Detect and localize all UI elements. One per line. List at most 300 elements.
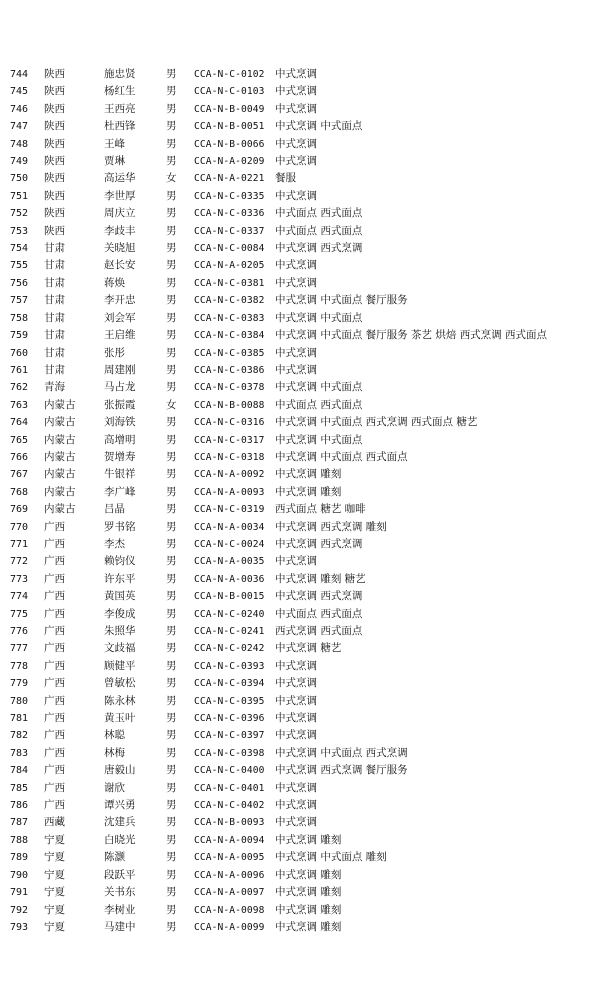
row-number: 775 <box>10 608 29 620</box>
table-row <box>10 466 547 483</box>
sex-cell: 男 <box>166 920 177 933</box>
certificate-number-cell: CCA-N-C-0402 <box>194 800 265 812</box>
row-number: 789 <box>10 852 29 864</box>
person-name-cell: 谭兴勇 <box>104 799 136 812</box>
person-name-cell: 王启维 <box>104 329 136 342</box>
province-cell: 陕西 <box>44 207 65 220</box>
sex-cell: 男 <box>166 886 177 899</box>
province-cell: 广西 <box>44 712 65 725</box>
certificate-number-cell: CCA-N-C-0401 <box>194 782 265 794</box>
skills-cell: 中式烹调 西式烹调 餐厅服务 <box>275 764 408 777</box>
province-cell: 内蒙古 <box>44 485 76 498</box>
row-number: 784 <box>10 765 29 777</box>
table-row <box>10 136 547 153</box>
person-name-cell: 李广峰 <box>104 485 136 498</box>
certificate-number-cell: CCA-N-B-0066 <box>194 138 265 150</box>
certificate-number-cell: CCA-N-C-0382 <box>194 295 265 307</box>
sex-cell: 男 <box>166 572 177 585</box>
person-name-cell: 杨红生 <box>104 85 136 98</box>
row-number: 760 <box>10 347 29 359</box>
province-cell: 陕西 <box>44 120 65 133</box>
province-cell: 内蒙古 <box>44 416 76 429</box>
table-row <box>10 814 547 831</box>
table-row <box>10 553 547 570</box>
skills-cell: 中式烹调 <box>275 729 317 742</box>
skills-cell: 中式烹调 中式面点 西式烹调 西式面点 糖艺 <box>275 416 478 429</box>
certificate-number-cell: CCA-N-A-0093 <box>194 486 265 498</box>
province-cell: 内蒙古 <box>44 433 76 446</box>
person-name-cell: 贾琳 <box>104 155 125 168</box>
skills-cell: 中式烹调 雕刻 糖艺 <box>275 572 366 585</box>
row-number: 744 <box>10 69 29 80</box>
province-cell: 甘肃 <box>44 329 65 342</box>
sex-cell: 男 <box>166 276 177 289</box>
sex-cell: 男 <box>166 694 177 707</box>
skills-cell: 中式面点 西式面点 <box>275 607 363 620</box>
sex-cell: 男 <box>166 799 177 812</box>
certificate-number-cell: CCA-N-A-0205 <box>194 260 265 272</box>
table-row <box>10 501 547 518</box>
sex-cell: 男 <box>166 259 177 272</box>
table-row <box>10 623 547 640</box>
table-row <box>10 275 547 292</box>
skills-cell: 中式烹调 <box>275 85 317 98</box>
table-row <box>10 902 547 919</box>
certificate-number-cell: CCA-N-B-0015 <box>194 591 265 603</box>
skills-cell: 中式烹调 中式面点 餐厅服务 茶艺 烘焙 西式烹调 西式面点 <box>275 329 548 342</box>
sex-cell: 男 <box>166 868 177 881</box>
table-row <box>10 362 547 379</box>
skills-cell: 中式烹调 <box>275 137 317 150</box>
row-number: 786 <box>10 800 29 812</box>
person-name-cell: 李世厚 <box>104 189 136 202</box>
person-name-cell: 谢欣 <box>104 781 125 794</box>
province-cell: 甘肃 <box>44 242 65 255</box>
row-number: 765 <box>10 434 29 446</box>
row-number: 792 <box>10 904 29 916</box>
row-number: 745 <box>10 86 29 98</box>
person-name-cell: 唐毅山 <box>104 764 136 777</box>
row-number: 776 <box>10 626 29 637</box>
table-row <box>10 327 547 344</box>
row-number: 759 <box>10 330 29 342</box>
person-name-cell: 白晓光 <box>104 833 136 846</box>
skills-cell: 中式烹调 <box>275 555 317 568</box>
skills-cell: 中式烹调 雕刻 <box>275 468 342 481</box>
table-row <box>10 432 547 449</box>
person-name-cell: 张彤 <box>104 346 125 359</box>
province-cell: 宁夏 <box>44 886 65 899</box>
table-row <box>10 867 547 884</box>
person-name-cell: 高运华 <box>104 172 136 185</box>
province-cell: 陕西 <box>44 155 65 168</box>
row-number: 750 <box>10 173 29 185</box>
roster-body <box>10 66 547 936</box>
person-name-cell: 罗书铭 <box>104 520 136 533</box>
table-row <box>10 571 547 588</box>
table-row <box>10 780 547 797</box>
person-name-cell: 王峰 <box>104 137 125 150</box>
skills-cell: 中式烹调 西式烹调 雕刻 <box>275 520 387 533</box>
certificate-number-cell: CCA-N-C-0400 <box>194 765 265 777</box>
skills-cell: 中式烹调 雕刻 <box>275 920 342 933</box>
person-name-cell: 刘会军 <box>104 311 136 324</box>
sex-cell: 男 <box>166 677 177 690</box>
province-cell: 陕西 <box>44 172 65 185</box>
province-cell: 广西 <box>44 555 65 568</box>
sex-cell: 男 <box>166 155 177 168</box>
row-number: 780 <box>10 695 29 707</box>
province-cell: 内蒙古 <box>44 450 76 463</box>
person-name-cell: 王西亮 <box>104 102 136 115</box>
province-cell: 广西 <box>44 625 65 637</box>
sex-cell: 男 <box>166 607 177 620</box>
certificate-number-cell: CCA-N-C-0393 <box>194 660 265 672</box>
province-cell: 甘肃 <box>44 346 65 359</box>
certificate-number-cell: CCA-N-C-0102 <box>194 69 265 80</box>
person-name-cell: 马占龙 <box>104 381 136 394</box>
person-name-cell: 曾敏松 <box>104 677 136 690</box>
sex-cell: 男 <box>166 468 177 481</box>
sex-cell: 男 <box>166 659 177 672</box>
row-number: 788 <box>10 834 29 846</box>
row-number: 757 <box>10 295 29 307</box>
province-cell: 广西 <box>44 694 65 707</box>
skills-cell: 中式烹调 <box>275 102 317 115</box>
table-row <box>10 675 547 692</box>
certificate-number-cell: CCA-N-B-0049 <box>194 103 265 115</box>
province-cell: 宁夏 <box>44 903 65 916</box>
row-number: 769 <box>10 504 29 516</box>
certificate-number-cell: CCA-N-A-0099 <box>194 921 265 933</box>
person-name-cell: 黄国英 <box>104 590 136 603</box>
skills-cell: 中式烹调 <box>275 694 317 707</box>
table-row <box>10 310 547 327</box>
table-row <box>10 292 547 309</box>
table-row <box>10 710 547 727</box>
province-cell: 广西 <box>44 659 65 672</box>
table-row <box>10 345 547 362</box>
sex-cell: 男 <box>166 68 177 80</box>
person-name-cell: 李歧丰 <box>104 224 136 237</box>
skills-cell: 西式面点 糖艺 咖啡 <box>275 503 366 516</box>
row-number: 771 <box>10 538 29 550</box>
table-row <box>10 519 547 536</box>
table-row <box>10 205 547 222</box>
sex-cell: 男 <box>166 537 177 550</box>
certificate-number-cell: CCA-N-C-0084 <box>194 243 265 255</box>
person-name-cell: 文歧福 <box>104 642 136 655</box>
table-row <box>10 919 547 936</box>
row-number: 748 <box>10 138 29 150</box>
row-number: 791 <box>10 887 29 899</box>
sex-cell: 男 <box>166 712 177 725</box>
person-name-cell: 赖钧仪 <box>104 555 136 568</box>
certificate-number-cell: CCA-N-C-0319 <box>194 504 265 516</box>
table-row <box>10 606 547 623</box>
table-row <box>10 153 547 170</box>
province-cell: 广西 <box>44 746 65 759</box>
person-name-cell: 陈灏 <box>104 851 125 864</box>
province-cell: 宁夏 <box>44 833 65 846</box>
certificate-number-cell: CCA-N-C-0241 <box>194 626 265 637</box>
province-cell: 广西 <box>44 642 65 655</box>
row-number: 773 <box>10 573 29 585</box>
province-cell: 宁夏 <box>44 920 65 933</box>
row-number: 751 <box>10 190 29 202</box>
province-cell: 内蒙古 <box>44 468 76 481</box>
table-row <box>10 536 547 553</box>
sex-cell: 男 <box>166 781 177 794</box>
skills-cell: 中式烹调 中式面点 西式烹调 <box>275 746 408 759</box>
sex-cell: 男 <box>166 311 177 324</box>
sex-cell: 男 <box>166 189 177 202</box>
table-row <box>10 693 547 710</box>
sex-cell: 男 <box>166 485 177 498</box>
skills-cell: 中式烹调 糖艺 <box>275 642 342 655</box>
person-name-cell: 周建刚 <box>104 363 136 376</box>
table-row <box>10 240 547 257</box>
sex-cell: 男 <box>166 137 177 150</box>
province-cell: 宁夏 <box>44 868 65 881</box>
skills-cell: 中式面点 西式面点 <box>275 207 363 220</box>
person-name-cell: 高增明 <box>104 433 136 446</box>
table-row <box>10 884 547 901</box>
sex-cell: 男 <box>166 242 177 255</box>
skills-cell: 中式烹调 <box>275 799 317 812</box>
sex-cell: 男 <box>166 746 177 759</box>
row-number: 755 <box>10 260 29 272</box>
person-name-cell: 段跃平 <box>104 868 136 881</box>
certificate-number-cell: CCA-N-A-0096 <box>194 869 265 881</box>
table-row <box>10 257 547 274</box>
province-cell: 广西 <box>44 572 65 585</box>
sex-cell: 男 <box>166 120 177 133</box>
table-row <box>10 188 547 205</box>
certificate-number-cell: CCA-N-C-0378 <box>194 382 265 394</box>
row-number: 767 <box>10 469 29 481</box>
skills-cell: 中式烹调 中式面点 <box>275 120 363 133</box>
row-number: 747 <box>10 121 29 133</box>
table-row <box>10 66 547 83</box>
person-name-cell: 林梅 <box>104 746 125 759</box>
certification-roster-table <box>10 66 547 936</box>
sex-cell: 男 <box>166 363 177 376</box>
sex-cell: 男 <box>166 450 177 463</box>
table-row <box>10 118 547 135</box>
table-row <box>10 449 547 466</box>
skills-cell: 中式烹调 中式面点 雕刻 <box>275 851 387 864</box>
person-name-cell: 张振霞 <box>104 398 136 411</box>
province-cell: 陕西 <box>44 68 65 80</box>
sex-cell: 男 <box>166 625 177 637</box>
person-name-cell: 沈建兵 <box>104 816 136 829</box>
sex-cell: 男 <box>166 224 177 237</box>
table-row <box>10 170 547 187</box>
skills-cell: 中式烹调 <box>275 781 317 794</box>
certificate-number-cell: CCA-N-C-0385 <box>194 347 265 359</box>
certificate-number-cell: CCA-N-C-0386 <box>194 364 265 376</box>
skills-cell: 中式烹调 <box>275 363 317 376</box>
row-number: 746 <box>10 103 29 115</box>
person-name-cell: 牛银祥 <box>104 468 136 481</box>
skills-cell: 中式烹调 中式面点 <box>275 433 363 446</box>
person-name-cell: 李树业 <box>104 903 136 916</box>
table-row <box>10 379 547 396</box>
sex-cell: 女 <box>166 172 177 185</box>
certificate-number-cell: CCA-N-C-0242 <box>194 643 265 655</box>
row-number: 774 <box>10 591 29 603</box>
certificate-number-cell: CCA-N-C-0318 <box>194 451 265 463</box>
certificate-number-cell: CCA-N-C-0397 <box>194 730 265 742</box>
skills-cell: 中式烹调 雕刻 <box>275 833 342 846</box>
table-row <box>10 101 547 118</box>
sex-cell: 男 <box>166 816 177 829</box>
province-cell: 甘肃 <box>44 276 65 289</box>
province-cell: 陕西 <box>44 189 65 202</box>
province-cell: 西藏 <box>44 816 65 829</box>
sex-cell: 男 <box>166 833 177 846</box>
certificate-number-cell: CCA-N-A-0221 <box>194 173 265 185</box>
certificate-number-cell: CCA-N-C-0383 <box>194 312 265 324</box>
skills-cell: 中式烹调 中式面点 <box>275 311 363 324</box>
row-number: 761 <box>10 364 29 376</box>
sex-cell: 男 <box>166 764 177 777</box>
sex-cell: 男 <box>166 503 177 516</box>
row-number: 762 <box>10 382 29 394</box>
province-cell: 广西 <box>44 729 65 742</box>
skills-cell: 中式烹调 雕刻 <box>275 485 342 498</box>
skills-cell: 中式烹调 西式烹调 <box>275 242 363 255</box>
skills-cell: 中式烹调 <box>275 259 317 272</box>
table-row <box>10 658 547 675</box>
row-number: 790 <box>10 869 29 881</box>
row-number: 766 <box>10 451 29 463</box>
row-number: 778 <box>10 660 29 672</box>
skills-cell: 中式烹调 中式面点 西式面点 <box>275 450 408 463</box>
province-cell: 甘肃 <box>44 311 65 324</box>
certificate-number-cell: CCA-N-A-0097 <box>194 887 265 899</box>
row-number: 772 <box>10 556 29 568</box>
table-row <box>10 745 547 762</box>
province-cell: 陕西 <box>44 224 65 237</box>
row-number: 753 <box>10 225 29 237</box>
certificate-number-cell: CCA-N-C-0337 <box>194 225 265 237</box>
table-row <box>10 484 547 501</box>
sex-cell: 男 <box>166 329 177 342</box>
certificate-number-cell: CCA-N-A-0035 <box>194 556 265 568</box>
certificate-number-cell: CCA-N-B-0093 <box>194 817 265 829</box>
skills-cell: 中式面点 西式面点 <box>275 224 363 237</box>
province-cell: 甘肃 <box>44 259 65 272</box>
skills-cell: 中式烹调 西式烹调 <box>275 537 363 550</box>
province-cell: 广西 <box>44 520 65 533</box>
person-name-cell: 李开忠 <box>104 294 136 307</box>
person-name-cell: 蒋焕 <box>104 276 125 289</box>
certificate-number-cell: CCA-N-C-0336 <box>194 208 265 220</box>
certificate-number-cell: CCA-N-C-0381 <box>194 277 265 289</box>
province-cell: 陕西 <box>44 102 65 115</box>
skills-cell: 中式烹调 <box>275 816 317 829</box>
skills-cell: 中式烹调 <box>275 68 317 80</box>
province-cell: 甘肃 <box>44 363 65 376</box>
certificate-number-cell: CCA-N-C-0395 <box>194 695 265 707</box>
certificate-number-cell: CCA-N-C-0103 <box>194 86 265 98</box>
sex-cell: 男 <box>166 416 177 429</box>
row-number: 781 <box>10 713 29 725</box>
sex-cell: 男 <box>166 903 177 916</box>
row-number: 768 <box>10 486 29 498</box>
row-number: 763 <box>10 399 29 411</box>
row-number: 770 <box>10 521 29 533</box>
province-cell: 内蒙古 <box>44 398 76 411</box>
province-cell: 广西 <box>44 590 65 603</box>
person-name-cell: 关晓旭 <box>104 242 136 255</box>
row-number: 752 <box>10 208 29 220</box>
province-cell: 广西 <box>44 677 65 690</box>
certificate-number-cell: CCA-N-C-0398 <box>194 747 265 759</box>
skills-cell: 中式烹调 雕刻 <box>275 868 342 881</box>
skills-cell: 中式烹调 <box>275 712 317 725</box>
row-number: 749 <box>10 156 29 168</box>
row-number: 756 <box>10 277 29 289</box>
province-cell: 陕西 <box>44 85 65 98</box>
person-name-cell: 贺增寿 <box>104 450 136 463</box>
skills-cell: 中式烹调 <box>275 155 317 168</box>
person-name-cell: 刘海铁 <box>104 416 136 429</box>
certificate-number-cell: CCA-N-B-0051 <box>194 121 265 133</box>
certificate-number-cell: CCA-N-B-0088 <box>194 399 265 411</box>
province-cell: 宁夏 <box>44 851 65 864</box>
skills-cell: 餐服 <box>275 172 296 185</box>
person-name-cell: 李杰 <box>104 537 125 550</box>
certificate-number-cell: CCA-N-A-0034 <box>194 521 265 533</box>
skills-cell: 中式烹调 <box>275 346 317 359</box>
row-number: 785 <box>10 782 29 794</box>
province-cell: 内蒙古 <box>44 503 76 516</box>
person-name-cell: 李俊成 <box>104 607 136 620</box>
certificate-number-cell: CCA-N-C-0394 <box>194 678 265 690</box>
sex-cell: 男 <box>166 642 177 655</box>
table-row <box>10 762 547 779</box>
certificate-number-cell: CCA-N-C-0396 <box>194 713 265 725</box>
certificate-number-cell: CCA-N-A-0209 <box>194 156 265 168</box>
province-cell: 广西 <box>44 764 65 777</box>
person-name-cell: 陈永林 <box>104 694 136 707</box>
row-number: 758 <box>10 312 29 324</box>
skills-cell: 中式烹调 <box>275 189 317 202</box>
sex-cell: 男 <box>166 590 177 603</box>
skills-cell: 西式烹调 西式面点 <box>275 625 363 637</box>
skills-cell: 中式烹调 雕刻 <box>275 903 342 916</box>
person-name-cell: 吕晶 <box>104 503 125 516</box>
certificate-number-cell: CCA-N-C-0317 <box>194 434 265 446</box>
certificate-number-cell: CCA-N-C-0384 <box>194 330 265 342</box>
person-name-cell: 朱照华 <box>104 625 136 637</box>
certificate-number-cell: CCA-N-C-0335 <box>194 190 265 202</box>
skills-cell: 中式烹调 中式面点 餐厅服务 <box>275 294 408 307</box>
province-cell: 广西 <box>44 799 65 812</box>
person-name-cell: 马建中 <box>104 920 136 933</box>
skills-cell: 中式烹调 <box>275 276 317 289</box>
table-row <box>10 397 547 414</box>
province-cell: 广西 <box>44 607 65 620</box>
certificate-number-cell: CCA-N-A-0095 <box>194 852 265 864</box>
person-name-cell: 周庆立 <box>104 207 136 220</box>
table-row <box>10 727 547 744</box>
row-number: 783 <box>10 747 29 759</box>
sex-cell: 男 <box>166 729 177 742</box>
